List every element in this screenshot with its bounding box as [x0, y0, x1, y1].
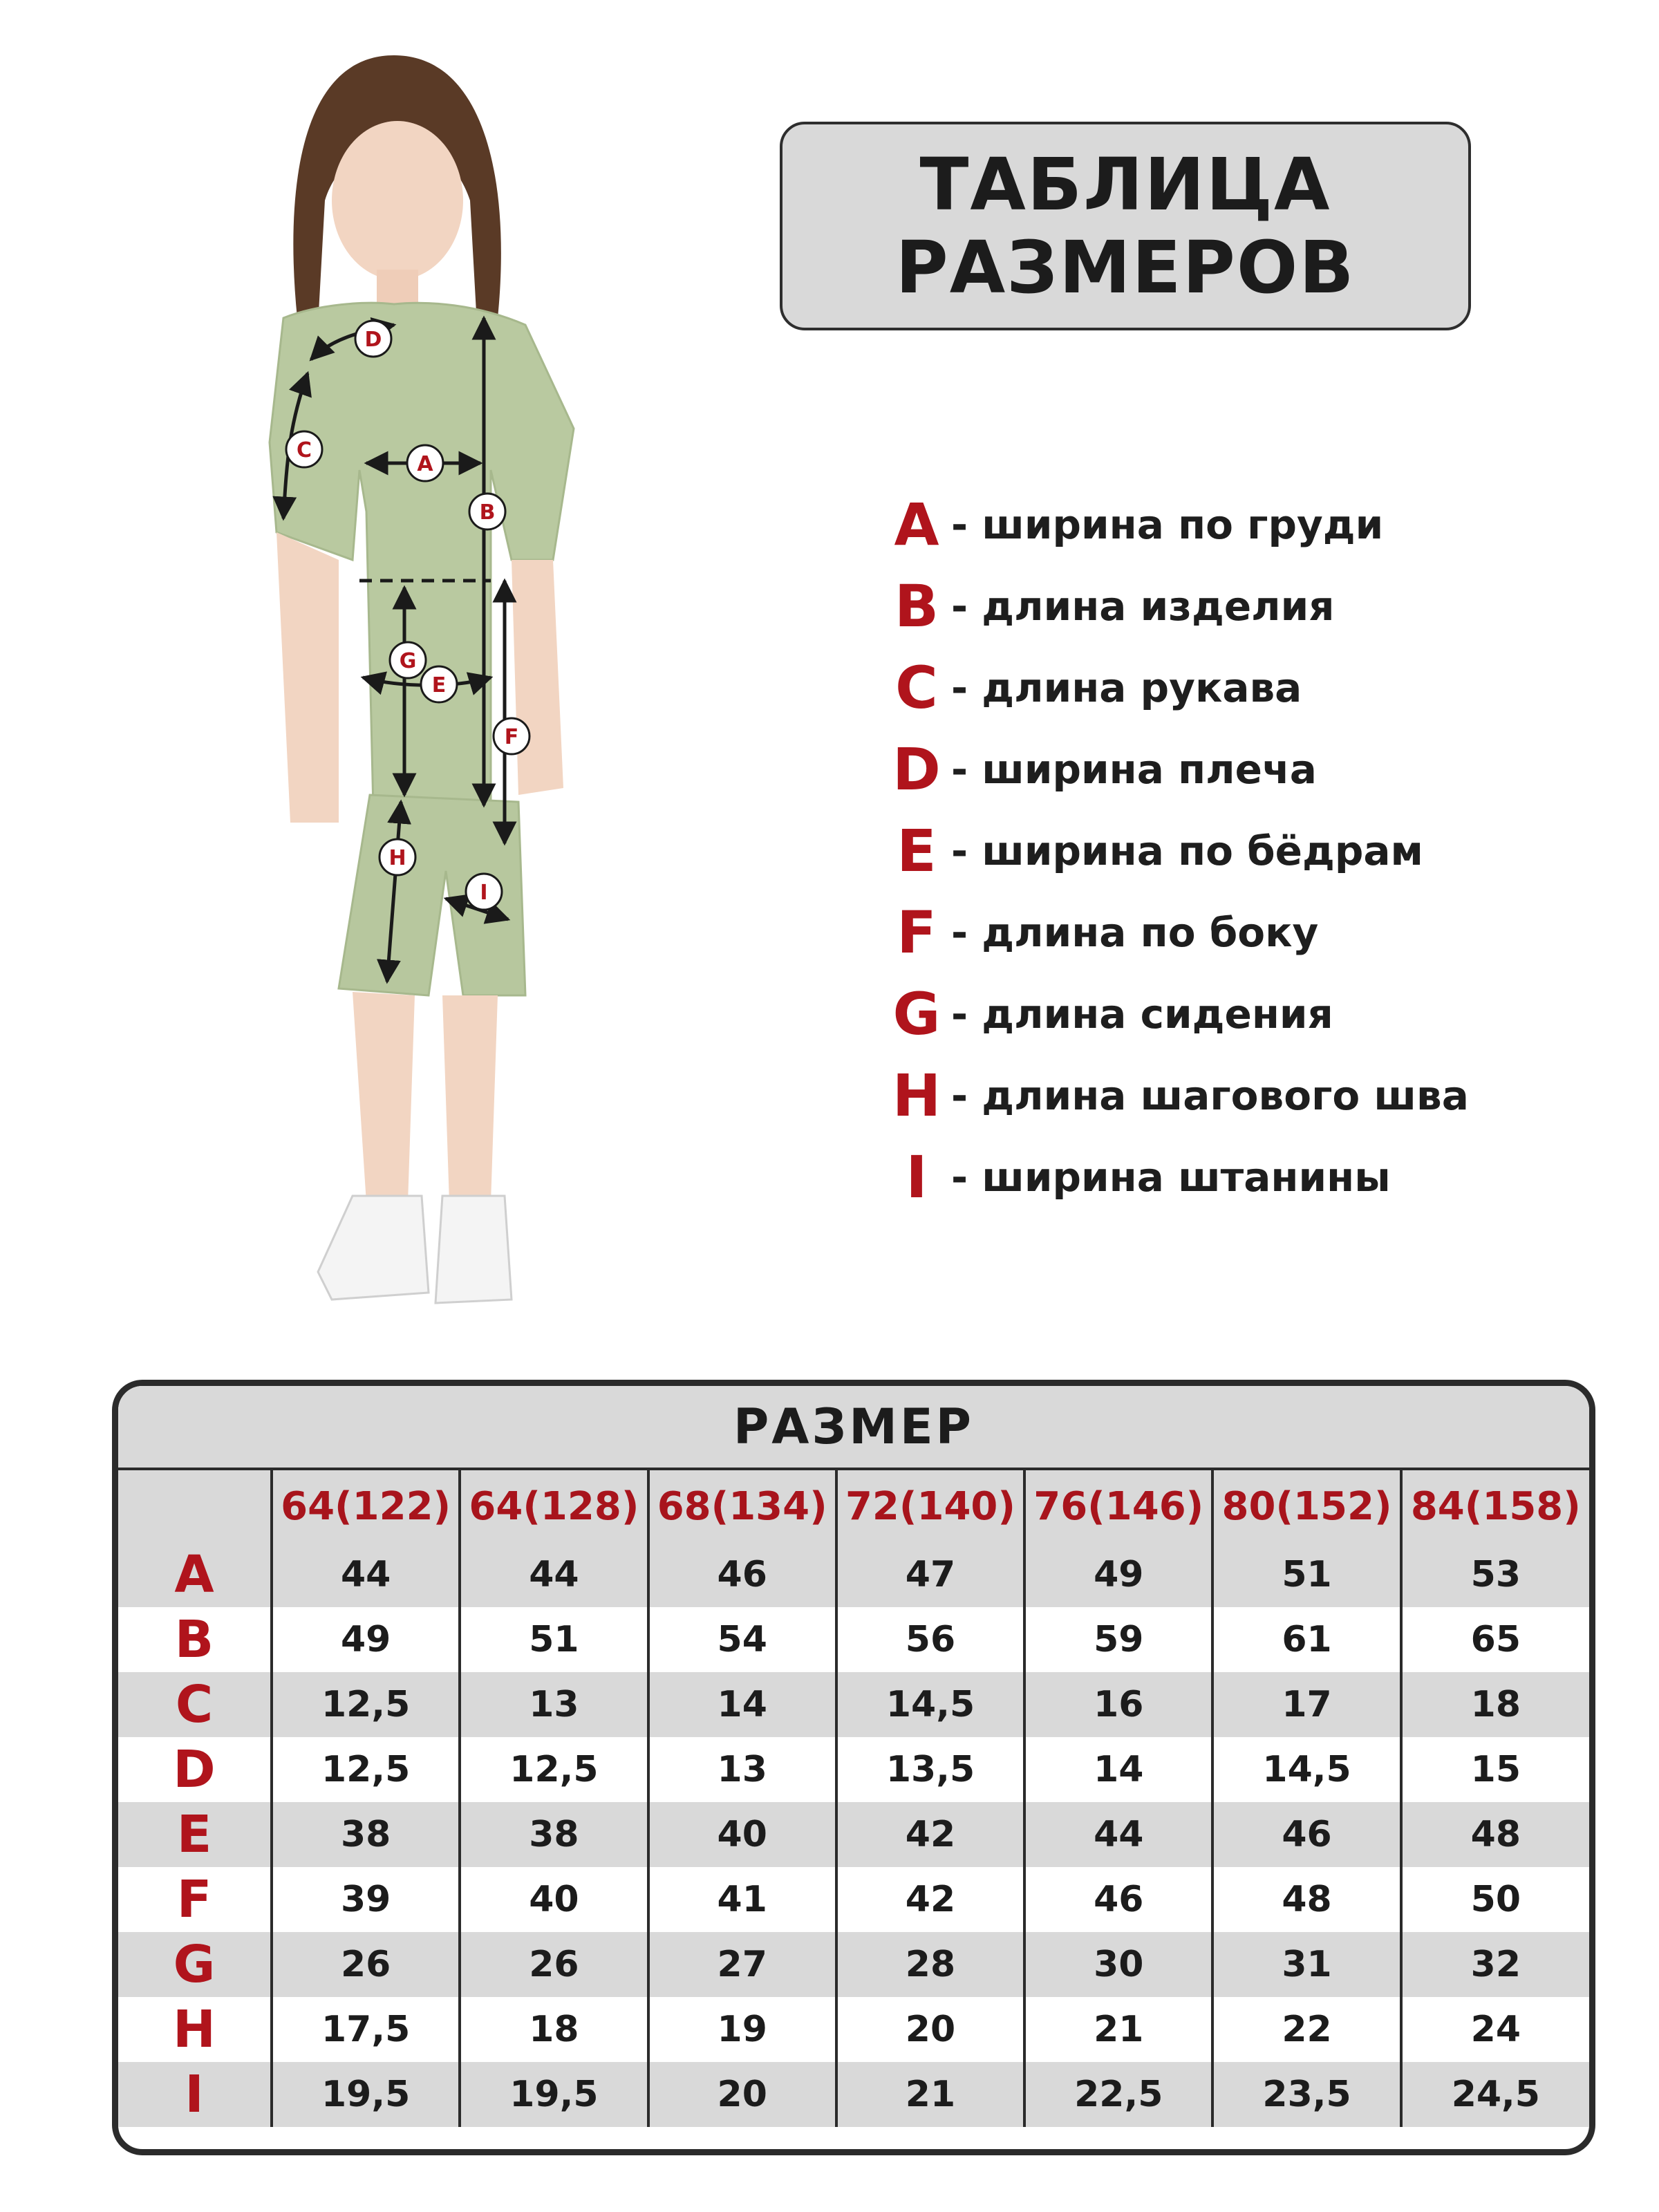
- svg-text:G: G: [399, 649, 417, 673]
- table-cell: 19,5: [460, 2062, 648, 2127]
- legend-item: [892, 892, 1583, 973]
- table-cell: 14: [648, 1672, 836, 1737]
- marker-g: [390, 642, 426, 678]
- title-box: [780, 122, 1471, 330]
- table-row: [118, 1542, 1589, 1607]
- table-cell: 24: [1401, 1997, 1589, 2062]
- table-row: [118, 1932, 1589, 1997]
- row-label: A: [118, 1542, 272, 1607]
- table-cell: 21: [1024, 1997, 1212, 2062]
- table-cell: 50: [1401, 1867, 1589, 1932]
- size-header-cell: 80(152): [1212, 1470, 1400, 1542]
- table-cell: 40: [460, 1867, 648, 1932]
- legend-item: [892, 1055, 1583, 1136]
- legend-text: - ширина штанины: [951, 1154, 1391, 1201]
- marker-c: [286, 431, 322, 467]
- row-label: E: [118, 1802, 272, 1867]
- svg-text:E: E: [431, 673, 447, 697]
- size-header-cell: 84(158): [1401, 1470, 1589, 1542]
- svg-text:H: H: [388, 846, 406, 870]
- table-cell: 27: [648, 1932, 836, 1997]
- svg-text:F: F: [504, 725, 519, 749]
- table-cell: 14: [1024, 1737, 1212, 1802]
- marker-i: [466, 874, 502, 910]
- legend-letter: G: [892, 980, 941, 1048]
- table-row: [118, 1737, 1589, 1802]
- marker-d: [355, 321, 391, 357]
- table-cell: 15: [1401, 1737, 1589, 1802]
- table-cell: 51: [460, 1607, 648, 1672]
- table-cell: 31: [1212, 1932, 1400, 1997]
- legend-letter: E: [897, 817, 937, 885]
- svg-text:D: D: [364, 328, 382, 352]
- size-header-cell: 72(140): [836, 1470, 1024, 1542]
- legend-letter: F: [897, 899, 937, 966]
- row-label: D: [118, 1737, 272, 1802]
- legend-letter: C: [895, 654, 938, 722]
- table-cell: 18: [1401, 1672, 1589, 1737]
- table-cell: 46: [648, 1542, 836, 1607]
- table-cell: 65: [1401, 1607, 1589, 1672]
- legend-letter: B: [894, 572, 939, 640]
- table-cell: 53: [1401, 1542, 1589, 1607]
- marker-f: [494, 718, 529, 754]
- marker-b: [469, 494, 505, 529]
- legend-item: [892, 810, 1583, 892]
- table-cell: 54: [648, 1607, 836, 1672]
- right-shoe: [435, 1196, 512, 1303]
- row-label: H: [118, 1997, 272, 2062]
- legend-text: - ширина плеча: [951, 746, 1317, 793]
- size-header-row: [118, 1470, 1589, 1542]
- table-row: [118, 1672, 1589, 1737]
- table-cell: 16: [1024, 1672, 1212, 1737]
- size-header-cell: 64(128): [460, 1470, 648, 1542]
- table-cell: 12,5: [460, 1737, 648, 1802]
- table-row: [118, 2062, 1589, 2127]
- svg-text:I: I: [480, 881, 488, 905]
- legend-item: [892, 484, 1583, 565]
- table-cell: 47: [836, 1542, 1024, 1607]
- table-cell: 51: [1212, 1542, 1400, 1607]
- left-shoe: [318, 1196, 429, 1300]
- row-label: F: [118, 1867, 272, 1932]
- legend-text: - ширина по бёдрам: [951, 827, 1423, 874]
- table-cell: 42: [836, 1867, 1024, 1932]
- title-line-2: РАЗМЕРОВ: [895, 225, 1356, 310]
- table-cell: 19: [648, 1997, 836, 2062]
- legend-letter: D: [892, 735, 941, 803]
- table-cell: 26: [460, 1932, 648, 1997]
- table-cell: 39: [272, 1867, 460, 1932]
- marker-a: [407, 445, 443, 481]
- size-header-cell: 76(146): [1024, 1470, 1212, 1542]
- table-cell: 23,5: [1212, 2062, 1400, 2127]
- size-header-cell: 68(134): [648, 1470, 836, 1542]
- table-cell: 12,5: [272, 1672, 460, 1737]
- corner-cell: [118, 1470, 272, 1542]
- table-cell: 49: [1024, 1542, 1212, 1607]
- legend-item: [892, 729, 1583, 810]
- legend-letter: I: [906, 1143, 928, 1211]
- table-row: [118, 1802, 1589, 1867]
- table-cell: 46: [1212, 1802, 1400, 1867]
- table-cell: 20: [648, 2062, 836, 2127]
- table-row: [118, 1607, 1589, 1672]
- face-shape: [332, 121, 463, 280]
- table-cell: 48: [1212, 1867, 1400, 1932]
- table-cell: 17,5: [272, 1997, 460, 2062]
- legend-text: - длина шагового шва: [951, 1072, 1469, 1119]
- row-label: C: [118, 1672, 272, 1737]
- table-cell: 22: [1212, 1997, 1400, 2062]
- legend-letter: H: [892, 1062, 941, 1130]
- table-cell: 26: [272, 1932, 460, 1997]
- legend-text: - длина сидения: [951, 991, 1333, 1038]
- table-cell: 17: [1212, 1672, 1400, 1737]
- legend-letter: A: [894, 491, 939, 559]
- table-cell: 24,5: [1401, 2062, 1589, 2127]
- marker-e: [421, 666, 457, 702]
- table-cell: 13: [460, 1672, 648, 1737]
- table-cell: 38: [460, 1802, 648, 1867]
- legend-text: - длина рукава: [951, 664, 1302, 711]
- svg-text:B: B: [479, 500, 496, 525]
- table-cell: 41: [648, 1867, 836, 1932]
- svg-text:C: C: [296, 438, 312, 462]
- table-cell: 40: [648, 1802, 836, 1867]
- size-grid: [118, 1470, 1589, 2127]
- table-cell: 44: [460, 1542, 648, 1607]
- legend-text: - ширина по груди: [951, 501, 1384, 548]
- table-cell: 59: [1024, 1607, 1212, 1672]
- figure-illustration: [166, 28, 788, 1362]
- row-label: G: [118, 1932, 272, 1997]
- legend-item: [892, 647, 1583, 729]
- table-cell: 44: [272, 1542, 460, 1607]
- table-cell: 44: [1024, 1802, 1212, 1867]
- legend-item: [892, 973, 1583, 1055]
- size-table-header: [118, 1386, 1589, 1470]
- legend-item: [892, 1136, 1583, 1218]
- table-cell: 28: [836, 1932, 1024, 1997]
- table-cell: 13,5: [836, 1737, 1024, 1802]
- legend-item: [892, 565, 1583, 647]
- table-cell: 19,5: [272, 2062, 460, 2127]
- table-cell: 13: [648, 1737, 836, 1802]
- table-cell: 61: [1212, 1607, 1400, 1672]
- table-cell: 38: [272, 1802, 460, 1867]
- svg-text:A: A: [417, 452, 433, 476]
- size-table: [112, 1380, 1595, 2155]
- table-cell: 12,5: [272, 1737, 460, 1802]
- table-cell: 56: [836, 1607, 1024, 1672]
- table-cell: 21: [836, 2062, 1024, 2127]
- table-cell: 49: [272, 1607, 460, 1672]
- measurement-figure: [166, 28, 788, 1362]
- table-cell: 42: [836, 1802, 1024, 1867]
- table-cell: 20: [836, 1997, 1024, 2062]
- table-cell: 18: [460, 1997, 648, 2062]
- table-cell: 14,5: [1212, 1737, 1400, 1802]
- table-cell: 32: [1401, 1932, 1589, 1997]
- measurement-legend: [892, 484, 1583, 1218]
- table-cell: 30: [1024, 1932, 1212, 1997]
- table-cell: 14,5: [836, 1672, 1024, 1737]
- marker-h: [379, 839, 415, 875]
- table-cell: 48: [1401, 1802, 1589, 1867]
- row-label: I: [118, 2062, 272, 2127]
- table-cell: 22,5: [1024, 2062, 1212, 2127]
- table-row: [118, 1997, 1589, 2062]
- title-line-1: ТАБЛИЦА: [919, 142, 1331, 227]
- legend-text: - длина изделия: [951, 583, 1335, 630]
- size-header-cell: 64(122): [272, 1470, 460, 1542]
- table-cell: 46: [1024, 1867, 1212, 1932]
- table-row: [118, 1867, 1589, 1932]
- row-label: B: [118, 1607, 272, 1672]
- size-table-title: РАЗМЕР: [733, 1398, 974, 1455]
- legend-text: - длина по боку: [951, 909, 1319, 956]
